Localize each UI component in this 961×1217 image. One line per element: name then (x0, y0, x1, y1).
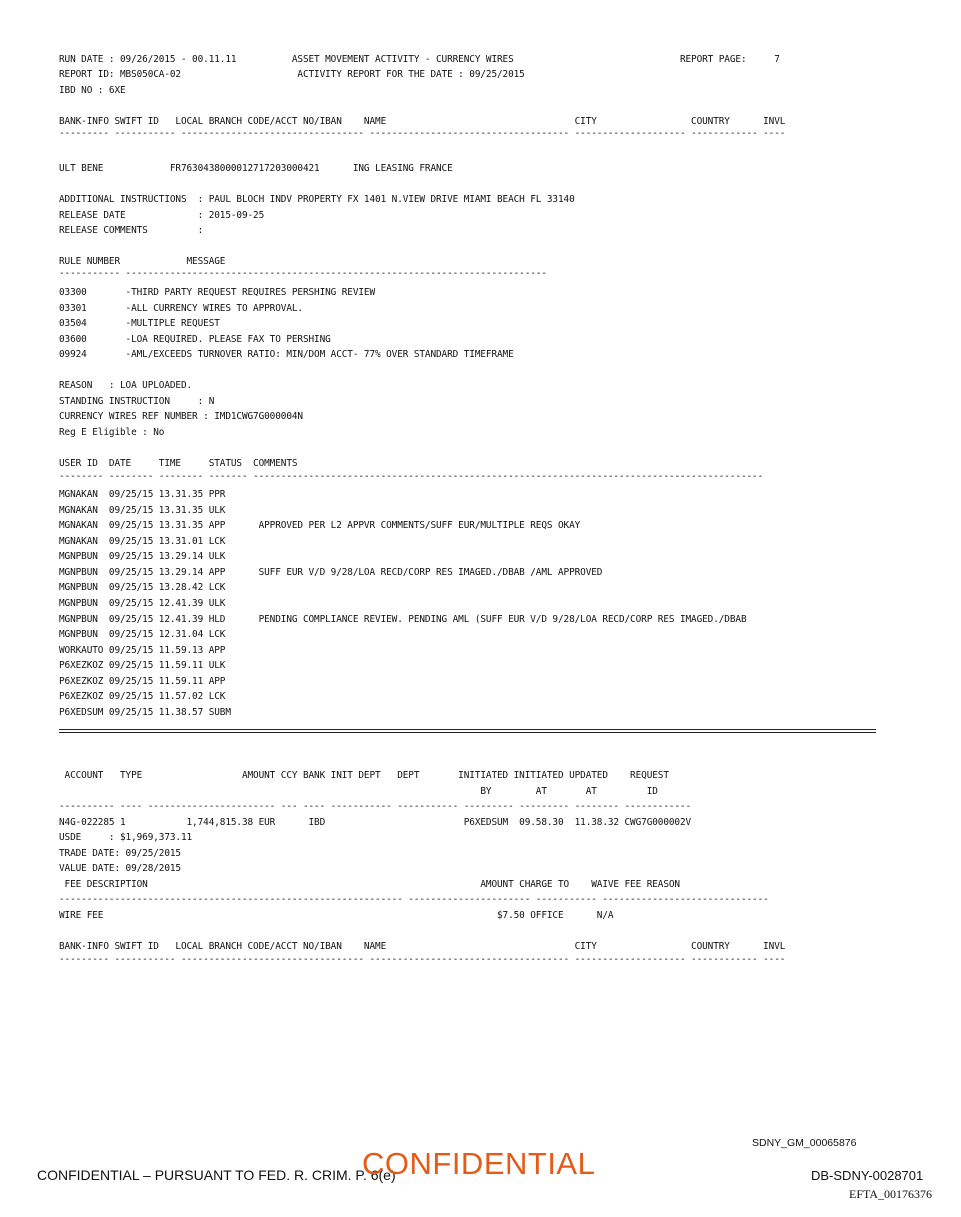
log-row: MGNPBUN 09/25/15 13.29.14 ULK (59, 551, 226, 562)
log-row: MGNPBUN 09/25/15 13.29.14 APP SUFF EUR V/D 9/28/LOA RECD/CORP RES IMAGED./DBAB /AML APPROVED (59, 567, 603, 578)
rule-row: 03600 -LOA REQUIRED. PLEASE FAX TO PERSHING (59, 334, 331, 345)
log-row: MGNAKAN 09/25/15 13.31.01 LCK (59, 536, 226, 547)
confidential-stamp: CONFIDENTIAL (362, 1146, 596, 1181)
log-row: MGNPBUN 09/25/15 12.41.39 HLD PENDING COMPLIANCE REVIEW. PENDING AML (SUFF EUR V/D 9/28/LOA RECD/CORP RES IMAGED./DBAB (59, 614, 747, 625)
log-row: MGNPBUN 09/25/15 12.41.39 ULK (59, 598, 226, 609)
bank-info-header: BANK-INFO SWIFT ID LOCAL BRANCH CODE/ACCT NO/IBAN NAME CITY COUNTRY INVL (59, 116, 786, 127)
log-row: P6XEDSUM 09/25/15 11.38.57 SUBM (59, 707, 231, 718)
rules-header-rule: ----------- ---------------------------------------------------------------------------- (59, 268, 547, 279)
log-header: USER ID DATE TIME STATUS COMMENTS (59, 458, 298, 469)
trade-date: TRADE DATE: 09/25/2015 (59, 848, 181, 859)
header-line-3: IBD NO : 6XE (59, 85, 126, 96)
log-row: MGNPBUN 09/25/15 13.28.42 LCK (59, 582, 226, 593)
confidential-notice: CONFIDENTIAL – PURSUANT TO FED. R. CRIM. P. 6(e) (37, 1167, 396, 1183)
rules-header: RULE NUMBER MESSAGE (59, 256, 226, 267)
account-row: N4G-022285 1 1,744,815.38 EUR IBD P6XEDSUM 09.58.30 11.38.32 CWG7G000002V (59, 817, 692, 828)
bank-info-header-rule: --------- ----------- --------------------------------- ------------------------------------ -------------------- ------------ ---- (59, 128, 786, 139)
rule-row: 03504 -MULTIPLE REQUEST (59, 318, 220, 329)
currency-wires-ref: CURRENCY WIRES REF NUMBER : IMD1CWG7G000004N (59, 411, 303, 422)
fee-row: WIRE FEE $7.50 OFFICE N/A (59, 910, 614, 921)
log-header-rule: -------- -------- -------- ------- -------------------------------------------------------------------------------------------- (59, 471, 764, 482)
reason-line: REASON : LOA UPLOADED. (59, 380, 193, 391)
log-row: MGNAKAN 09/25/15 13.31.35 PPR (59, 489, 226, 500)
bank-info-header-2: BANK-INFO SWIFT ID LOCAL BRANCH CODE/ACCT NO/IBAN NAME CITY COUNTRY INVL (59, 941, 786, 952)
log-row: P6XEZKOZ 09/25/15 11.57.02 LCK (59, 691, 226, 702)
account-header-1: ACCOUNT TYPE AMOUNT CCY BANK INIT DEPT DEPT INITIATED INITIATED UPDATED REQUEST (59, 770, 669, 781)
additional-instructions: ADDITIONAL INSTRUCTIONS : PAUL BLOCH INDV PROPERTY FX 1401 N.VIEW DRIVE MIAMI BEACH FL 33140 (59, 194, 575, 205)
log-row: MGNAKAN 09/25/15 13.31.35 ULK (59, 505, 226, 516)
header-line-2: REPORT ID: MBS050CA-02 ACTIVITY REPORT FOR THE DATE : 09/25/2015 (59, 69, 525, 80)
header-line-1: RUN DATE : 09/26/2015 - 00.11.11 ASSET MOVEMENT ACTIVITY - CURRENCY WIRES REPORT PAGE: 7 (59, 54, 780, 65)
rule-row: 03301 -ALL CURRENCY WIRES TO APPROVAL. (59, 303, 303, 314)
log-row: MGNAKAN 09/25/15 13.31.35 APP APPROVED PER L2 APPVR COMMENTS/SUFF EUR/MULTIPLE REQS OKAY (59, 520, 581, 531)
fee-header-rule: -------------------------------------------------------------- ---------------------- ----------- ------------------------------ (59, 894, 769, 905)
account-header-2: BY AT AT ID (59, 786, 658, 797)
value-date: VALUE DATE: 09/28/2015 (59, 863, 181, 874)
section-double-rule (59, 729, 876, 733)
log-row: P6XEZKOZ 09/25/15 11.59.11 ULK (59, 660, 226, 671)
usde-amount: USDE : $1,969,373.11 (59, 832, 193, 843)
log-row: P6XEZKOZ 09/25/15 11.59.11 APP (59, 676, 226, 687)
standing-instruction: STANDING INSTRUCTION : N (59, 396, 215, 407)
log-row: WORKAUTO 09/25/15 11.59.13 APP (59, 645, 226, 656)
bank-info-header-2-rule: --------- ----------- --------------------------------- ------------------------------------ -------------------- ------------ ---- (59, 954, 786, 965)
log-row: MGNPBUN 09/25/15 12.31.04 LCK (59, 629, 226, 640)
fee-header: FEE DESCRIPTION AMOUNT CHARGE TO WAIVE FEE REASON (59, 879, 680, 890)
reg-e-eligible: Reg E Eligible : No (59, 427, 165, 438)
rule-row: 03300 -THIRD PARTY REQUEST REQUIRES PERSHING REVIEW (59, 287, 376, 298)
account-header-rule: ---------- ---- ----------------------- --- ---- ----------- ----------- --------- --------- -------- ------------ (59, 801, 692, 812)
release-date: RELEASE DATE : 2015-09-25 (59, 210, 265, 221)
bates-db: DB-SDNY-0028701 (811, 1168, 924, 1183)
ult-bene-line: ULT BENE FR7630438000012717203000421 ING LEASING FRANCE (59, 163, 453, 174)
bates-sdny: SDNY_GM_00065876 (752, 1137, 857, 1149)
release-comments: RELEASE COMMENTS : (59, 225, 204, 236)
rule-row: 09924 -AML/EXCEEDS TURNOVER RATIO: MIN/DOM ACCT- 77% OVER STANDARD TIMEFRAME (59, 349, 514, 360)
bates-efta: EFTA_00176376 (849, 1187, 933, 1201)
